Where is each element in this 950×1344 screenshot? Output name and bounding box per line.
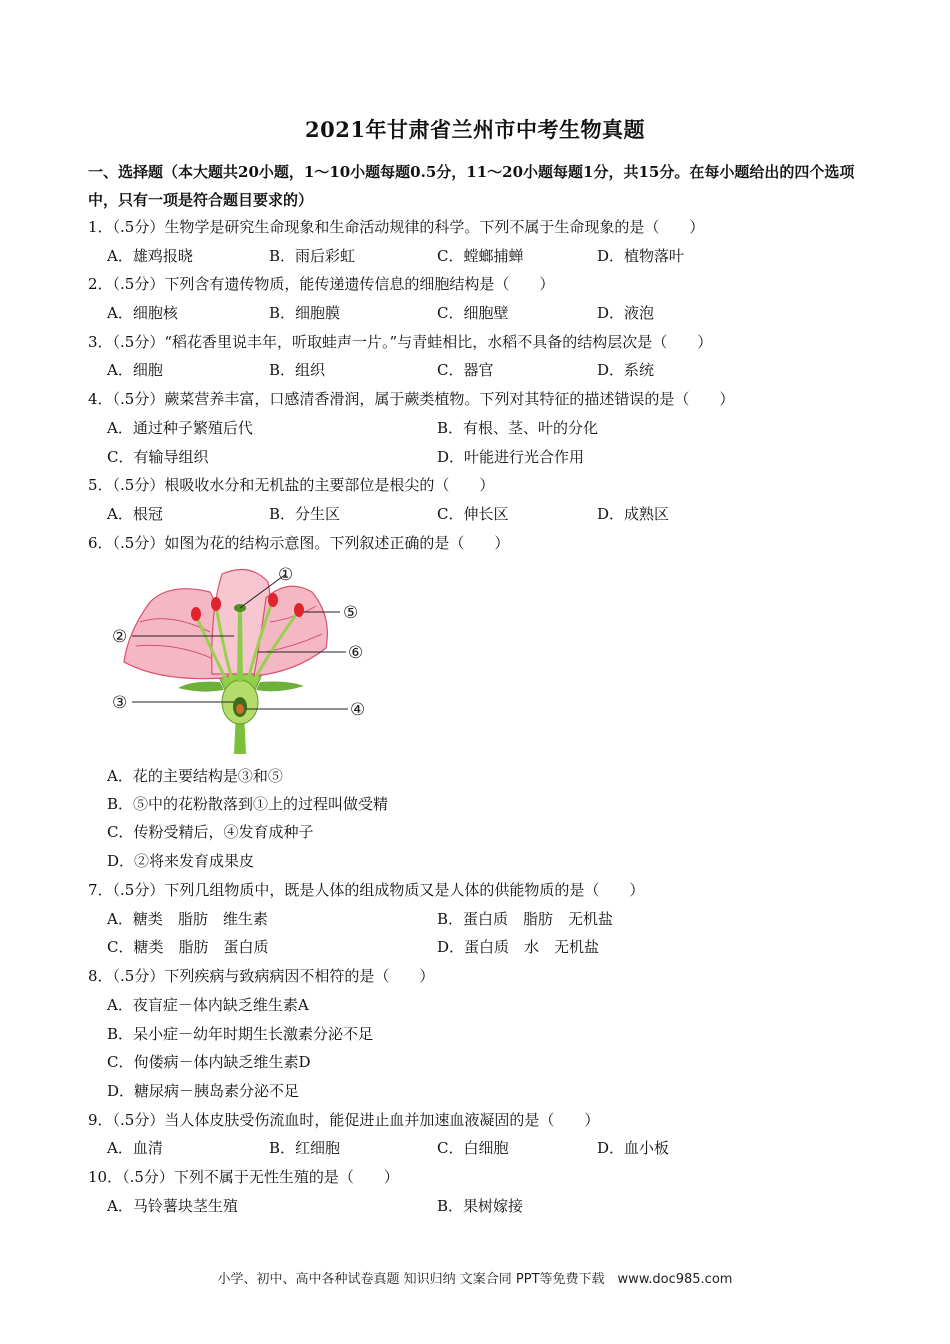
option-a[interactable]: A．雄鸡报晓 xyxy=(107,247,193,265)
option-b[interactable]: B．红细胞 xyxy=(269,1139,341,1157)
option-c[interactable]: C．佝偻病－体内缺乏维生素D xyxy=(107,1053,311,1071)
footer-watermark: 小学、初中、高中各种试卷真题 知识归纳 文案合同 PPT等免费下载 www.doc985.com xyxy=(217,1272,733,1287)
section-heading: 一、选择题（本大题共20小题，1～10小题每题0.5分，11～20小题每题1分，共15分。在每小题给出的四个选项中，只有一项是符合题目要求的） xyxy=(88,163,855,209)
option-a[interactable]: A．血清 xyxy=(107,1139,163,1157)
question-8-stem: 8．（.5分）下列疾病与致病病因不相符的是（ ） xyxy=(88,967,435,985)
option-d[interactable]: D．植物落叶 xyxy=(597,247,685,265)
flower-structure-diagram xyxy=(100,562,380,754)
question-7-stem: 7．（.5分）下列几组物质中，既是人体的组成物质又是人体的供能物质的是（ ） xyxy=(88,881,645,899)
label-3: ③ xyxy=(112,693,128,713)
page-title: 2021年甘肃省兰州市中考生物真题 xyxy=(305,117,645,142)
label-4: ④ xyxy=(350,700,366,720)
option-a[interactable]: A．根冠 xyxy=(107,505,163,523)
question-3-stem: 3．（.5分）“稻花香里说丰年，听取蛙声一片。”与青蛙相比，水稻不具备的结构层次是（ ） xyxy=(88,333,713,351)
option-a[interactable]: A．细胞核 xyxy=(107,304,178,322)
option-c[interactable]: C．传粉受精后，④发育成种子 xyxy=(107,823,314,841)
question-4-stem: 4．（.5分）蕨菜营养丰富，口感清香滑润，属于蕨类植物。下列对其特征的描述错误的是（ ） xyxy=(88,390,735,408)
option-d[interactable]: D．系统 xyxy=(597,361,655,379)
option-c[interactable]: C．糖类 脂肪 蛋白质 xyxy=(107,938,269,956)
option-d[interactable]: D．②将来发育成果皮 xyxy=(107,852,255,870)
label-2: ② xyxy=(112,627,128,647)
option-c[interactable]: C．细胞壁 xyxy=(437,304,509,322)
option-a[interactable]: A．花的主要结构是③和⑤ xyxy=(107,767,283,785)
option-b[interactable]: B．分生区 xyxy=(269,505,341,523)
option-a[interactable]: A．夜盲症－体内缺乏维生素A xyxy=(107,996,309,1014)
question-5-stem: 5．（.5分）根吸收水分和无机盐的主要部位是根尖的（ ） xyxy=(88,476,495,494)
option-d[interactable]: D．成熟区 xyxy=(597,505,670,523)
option-b[interactable]: B．有根、茎、叶的分化 xyxy=(437,419,599,437)
option-b[interactable]: B．果树嫁接 xyxy=(437,1197,524,1215)
option-d[interactable]: D．糖尿病－胰岛素分泌不足 xyxy=(107,1082,300,1100)
option-c[interactable]: C．伸长区 xyxy=(437,505,509,523)
label-1: ① xyxy=(278,565,294,585)
option-b[interactable]: B．⑤中的花粉散落到①上的过程叫做受精 xyxy=(107,795,389,813)
question-10-stem: 10．（.5分）下列不属于无性生殖的是（ ） xyxy=(88,1168,399,1186)
label-5: ⑤ xyxy=(343,603,359,623)
option-b[interactable]: B．呆小症－幼年时期生长激素分泌不足 xyxy=(107,1025,374,1043)
option-d[interactable]: D．叶能进行光合作用 xyxy=(437,448,585,466)
option-b[interactable]: B．蛋白质 脂肪 无机盐 xyxy=(437,910,614,928)
option-b[interactable]: B．细胞膜 xyxy=(269,304,341,322)
option-d[interactable]: D．蛋白质 水 无机盐 xyxy=(437,938,600,956)
question-9-stem: 9．（.5分）当人体皮肤受伤流血时，能促进止血并加速血液凝固的是（ ） xyxy=(88,1111,600,1129)
option-c[interactable]: C．器官 xyxy=(437,361,494,379)
option-d[interactable]: D．血小板 xyxy=(597,1139,670,1157)
option-a[interactable]: A．细胞 xyxy=(107,361,163,379)
question-6-stem: 6．（.5分）如图为花的结构示意图。下列叙述正确的是（ ） xyxy=(88,534,510,552)
option-a[interactable]: A．马铃薯块茎生殖 xyxy=(107,1197,238,1215)
option-b[interactable]: B．组织 xyxy=(269,361,326,379)
option-c[interactable]: C．有输导组织 xyxy=(107,448,209,466)
option-b[interactable]: B．雨后彩虹 xyxy=(269,247,356,265)
option-d[interactable]: D．液泡 xyxy=(597,304,655,322)
option-c[interactable]: C．螳螂捕蝉 xyxy=(437,247,524,265)
label-6: ⑥ xyxy=(348,643,364,663)
question-1-stem: 1．（.5分）生物学是研究生命现象和生命活动规律的科学。下列不属于生命现象的是（ ） xyxy=(88,218,705,236)
question-2-stem: 2．（.5分）下列含有遗传物质，能传递遗传信息的细胞结构是（ ） xyxy=(88,275,555,293)
option-a[interactable]: A．通过种子繁殖后代 xyxy=(107,419,253,437)
option-c[interactable]: C．白细胞 xyxy=(437,1139,509,1157)
option-a[interactable]: A．糖类 脂肪 维生素 xyxy=(107,910,268,928)
